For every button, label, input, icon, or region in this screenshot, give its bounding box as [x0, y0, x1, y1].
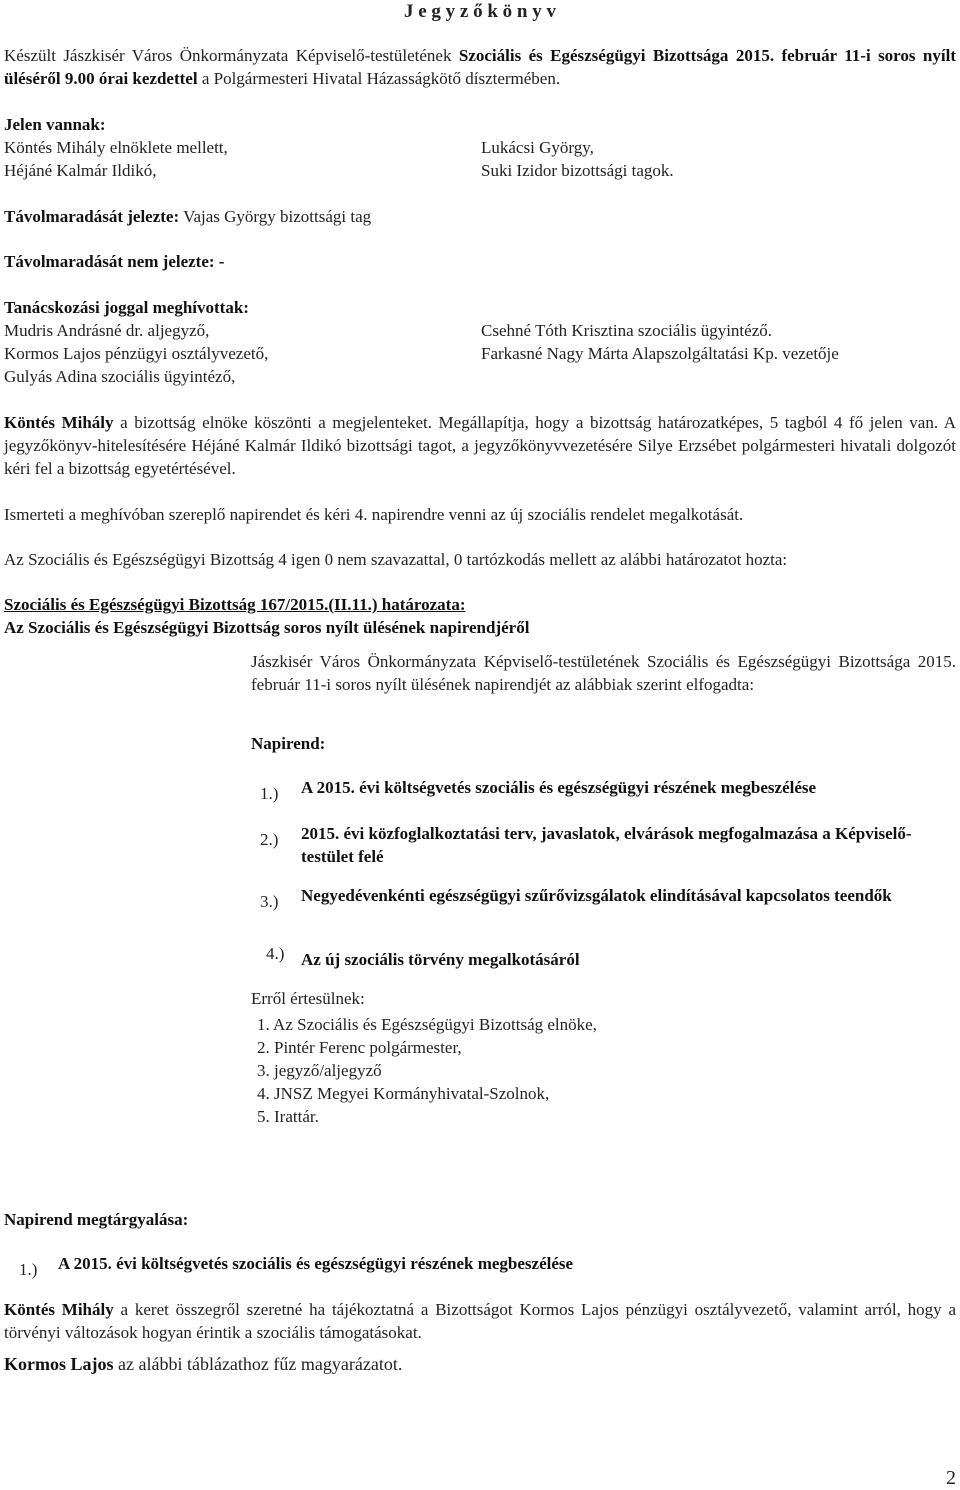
- agenda-item-1-num: 1.): [260, 784, 279, 803]
- absent-notified: [4, 205, 371, 228]
- agenda-item-4-text: Az új szociális törvény megalkotásáról: [301, 950, 580, 969]
- opening-speaker: Köntés Mihály: [4, 413, 114, 432]
- absent-notified-label: Távolmaradását jelezte:: [4, 207, 180, 226]
- present-left-1: Köntés Mihály elnöklete mellett,: [4, 138, 228, 157]
- agenda-item-3-num: 3.): [260, 892, 279, 911]
- invited-right-2: Farkasné Nagy Márta Alapszolgáltatási Kp. vezetője: [481, 344, 839, 363]
- agenda-item-4-num: 4.): [266, 944, 285, 963]
- discussion-paragraph-1: [4, 1298, 956, 1344]
- invited-left-2: Kormos Lajos pénzügyi osztályvezető,: [4, 344, 269, 363]
- discussion-paragraph-2: [4, 1353, 402, 1376]
- notify-item-4: 4. JNSZ Megyei Kormányhivatal-Szolnok,: [257, 1084, 550, 1103]
- intro-text-end: a Polgármesteri Hivatal Házasságkötő dísztermében.: [197, 69, 561, 88]
- opening-paragraph: [4, 411, 956, 480]
- discussion-item-num: 1.): [19, 1260, 38, 1279]
- invited-heading: Tanácskozási joggal meghívottak:: [4, 298, 249, 317]
- discussion-speaker-2: Kormos Lajos: [4, 1354, 114, 1374]
- document-title: J e g y z ő k ö n y v: [404, 1, 556, 22]
- absent-notified-value: Vajas György bizottsági tag: [179, 207, 372, 226]
- resolution-subject: Az Szociális és Egészségügyi Bizottság soros nyílt ülésének napirendjéről: [4, 618, 530, 637]
- agenda-item-2-num: 2.): [260, 830, 279, 849]
- intro-paragraph: [4, 44, 956, 90]
- invited-left-1: Mudris Andrásné dr. aljegyző,: [4, 321, 210, 340]
- notify-item-2: 2. Pintér Ferenc polgármester,: [257, 1038, 462, 1057]
- notify-item-3: 3. jegyző/aljegyző: [257, 1061, 382, 1080]
- agenda-item-2-text: 2015. évi közfoglalkoztatási terv, javaslatok, elvárások megfogalmazása a Képviselő-testület felé: [301, 824, 912, 866]
- discussion-item-text: A 2015. évi költségvetés szociális és egészségügyi részének megbeszélése: [58, 1254, 574, 1273]
- discussion-heading: Napirend megtárgyalása:: [4, 1210, 189, 1229]
- invited-right-1: Csehné Tóth Krisztina szociális ügyintéző.: [481, 321, 772, 340]
- opening-text: a bizottság elnöke köszönti a megjelenteket. Megállapítja, hogy a bizottság határozatképes, 5 tagból 4 fő jelen van. A jegyzőkönyv-hitelesítésére Héjáné Kalmár Ildikó bizottsági tagot, a jegyzőkönyvvezetésére Silye Erzsébet polgármesteri hivatali dolgozót kéri fel a bizottság egyetértésével.: [4, 413, 956, 478]
- present-left-2: Héjáné Kalmár Ildikó,: [4, 161, 157, 180]
- invited-left-3: Gulyás Adina szociális ügyintéző,: [4, 367, 236, 386]
- agenda-item-1-text: A 2015. évi költségvetés szociális és egészségügyi részének megbeszélése: [301, 778, 817, 797]
- vote-text: Az Szociális és Egészségügyi Bizottság 4 igen 0 nem szavazattal, 0 tartózkodás mellett az alábbi határozatot hozta:: [4, 550, 788, 569]
- notify-item-1: 1. Az Szociális és Egészségügyi Bizottság elnöke,: [257, 1015, 597, 1034]
- agenda-request: Ismerteti a meghívóban szereplő napirendet és kéri 4. napirendre venni az új szociális rendelet megalkotását.: [4, 505, 744, 524]
- absent-not-notified: Távolmaradását nem jelezte: -: [4, 252, 225, 271]
- notify-item-5: 5. Irattár.: [257, 1107, 319, 1126]
- present-heading: Jelen vannak:: [4, 115, 106, 134]
- resolution-number: Szociális és Egészségügyi Bizottság 167/2015.(II.11.) határozata:: [4, 595, 466, 614]
- discussion-speaker-1: Köntés Mihály: [4, 1300, 114, 1319]
- notify-label: Erről értesülnek:: [251, 989, 365, 1008]
- page-number: 2: [946, 1467, 956, 1489]
- present-right-2: Suki Izidor bizottsági tagok.: [481, 161, 674, 180]
- discussion-text-2: az alábbi táblázathoz fűz magyarázatot.: [113, 1354, 403, 1374]
- discussion-text-1: a keret összegről szeretné ha tájékoztatná a Bizottságot Kormos Lajos pénzügyi osztályvezető, valamint arról, hogy a törvényi változások hogyan érintik a szociális támogatásokat.: [4, 1300, 956, 1342]
- resolution-body: Jászkisér Város Önkormányzata Képviselő-testületének Szociális és Egészségügyi Bizottsága 2015. február 11-i soros nyílt ülésének napirendjét az alábbiak szerint elfogadta:: [251, 652, 956, 694]
- agenda-item-3-text: Negyedévenkénti egészségügyi szűrővizsgálatok elindításával kapcsolatos teendők: [301, 886, 892, 905]
- intro-bold-text: Szociális és Egészségügyi Bizottsága 2015. február 11-i soros nyílt üléséről 9.00 órai kezdettel: [4, 46, 956, 88]
- agenda-label: Napirend:: [251, 734, 326, 753]
- present-right-1: Lukácsi György,: [481, 138, 594, 157]
- intro-text: Készült Jászkisér Város Önkormányzata Képviselő-testületének: [4, 46, 459, 65]
